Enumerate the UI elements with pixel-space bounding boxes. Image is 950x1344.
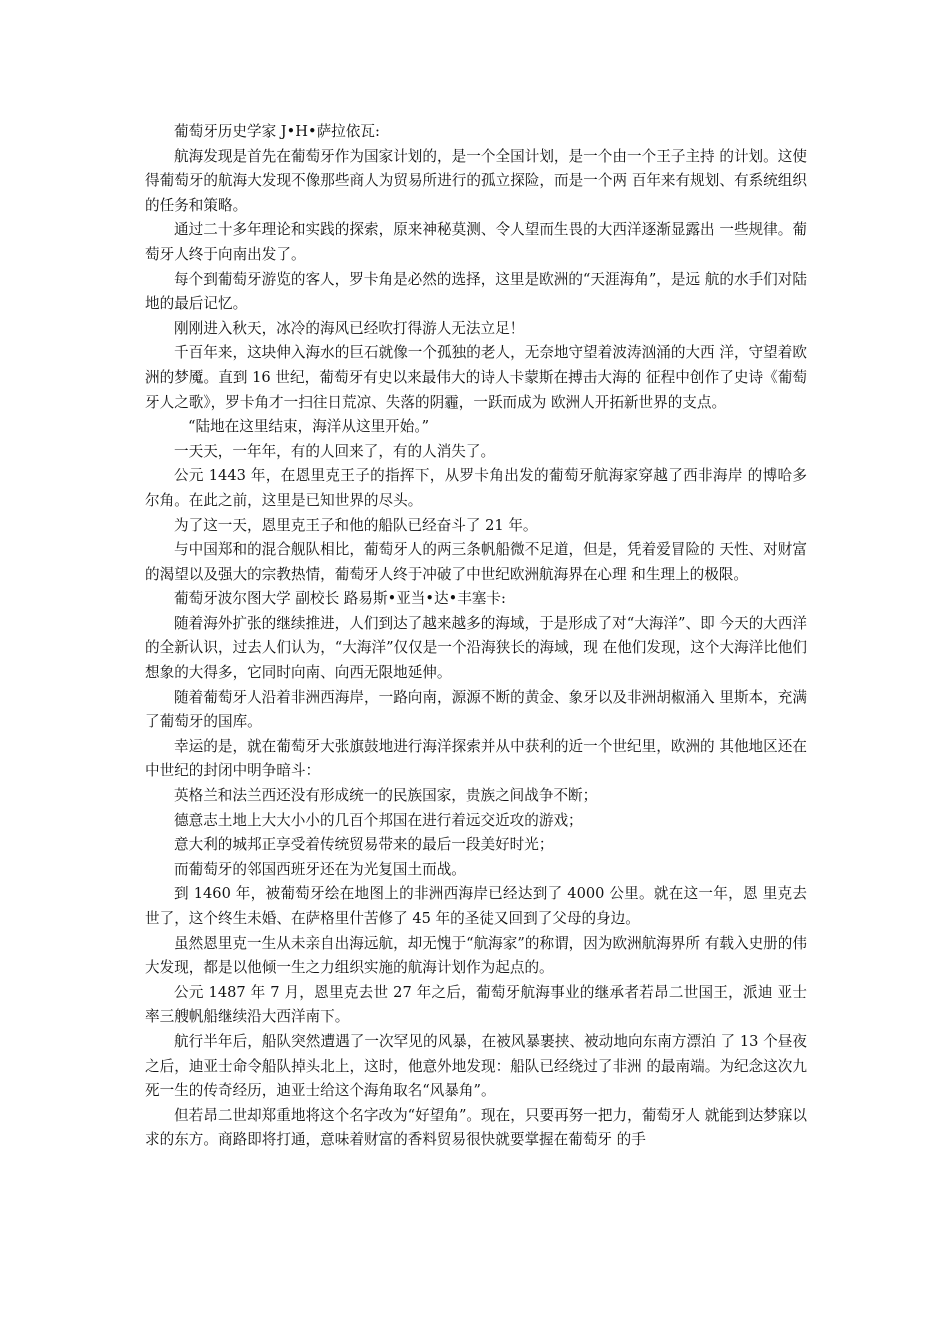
paragraph-12: 葡萄牙波尔图大学 副校长 路易斯•亚当•达•丰塞卡: (174, 590, 506, 608)
paragraph-9: 公元 1443 年，在恩里克王子的指挥下，从罗卡角出发的葡萄牙航海家穿越了西非海岸 的博哈多尔角。在此之前，这里是已知世界的尽头。 (145, 467, 807, 509)
paragraph-18: 意大利的城邦正享受着传统贸易带来的最后一段美好时光； (174, 836, 554, 854)
document-body (145, 120, 807, 1153)
paragraph-15: 幸运的是，就在葡萄牙大张旗鼓地进行海洋探索并从中获利的近一个世纪里，欧洲的 其他地区还在中世纪的封闭中明争暗斗： (145, 737, 807, 780)
paragraph-1: 葡萄牙历史学家 J•H•萨拉依瓦: (174, 123, 380, 140)
paragraph-23: 航行半年后，船队突然遭遇了一次罕见的风暴，在被风暴裹挟、被动地向东南方漂泊 了 13 个昼夜之后，迪亚士命令船队掉头北上，这时，他意外地发现：船队已经绕过了非洲 的最南端。为纪念这次九死一生的传奇经历，迪亚士给这个海角取名“风暴角”。 (145, 1032, 807, 1100)
paragraph-20: 到 1460 年，被葡萄牙绘在地图上的非洲西海岸已经达到了 4000 公里。就在这一年，恩 里克去世了，这个终生未婚、在萨格里什苦修了 45 年的圣徒又回到了父母的身边。 (145, 885, 807, 927)
paragraph-24: 但若昂二世却郑重地将这个名字改为“好望角”。现在，只要再努一把力，葡萄牙人 就能到达梦寐以求的东方。商路即将打通，意味着财富的香料贸易很快就要掌握在葡萄牙 的手 (145, 1106, 807, 1149)
paragraph-21: 虽然恩里克一生从未亲自出海远航，却无愧于“航海家”的称谓，因为欧洲航海界所 有载入史册的伟大发现，都是以他倾一生之力组织实施的航海计划作为起点的。 (145, 934, 807, 977)
paragraph-5: 刚刚进入秋天，冰冷的海风已经吹打得游人无法立足！ (174, 319, 525, 337)
quote-paragraph: “陆地在这里结束，海洋从这里开始。” (188, 418, 430, 436)
paragraph-13: 随着海外扩张的继续推进，人们到达了越来越多的海域，于是形成了对“大海洋”、即 今天的大西洋的全新认识，过去人们认为，“大海洋”仅仅是一个沿海狭长的海域，现 在他们发现，这个大海洋比他们想象的大得多，它同时向南、向西无限地延伸。 (145, 614, 807, 682)
paragraph-17: 德意志土地上大大小小的几百个邦国在进行着远交近攻的游戏； (174, 811, 583, 829)
paragraph-4: 每个到葡萄牙游览的客人，罗卡角是必然的选择，这里是欧洲的“天涯海角”，是远 航的水手们对陆地的最后记忆。 (145, 270, 807, 313)
paragraph-8: 一天天，一年年，有的人回来了，有的人消失了。 (174, 442, 496, 460)
paragraph-3: 通过二十多年理论和实践的探索，原来神秘莫测、令人望而生畏的大西洋逐渐显露出 一些规律。葡萄牙人终于向南出发了。 (145, 221, 807, 263)
paragraph-6: 千百年来，这块伸入海水的巨石就像一个孤独的老人，无奈地守望着波涛汹涌的大西 洋，守望着欧洲的梦魇。直到 16 世纪，葡萄牙有史以来最伟大的诗人卡蒙斯在搏击大海的 征程中创作了史诗《葡萄牙人之歌》，罗卡角才一扫往日荒凉、失落的阴霾，一跃而成为 欧洲人开拓新世界的支点。 (145, 344, 807, 411)
paragraph-19: 而葡萄牙的邻国西班牙还在为光复国土而战。 (174, 860, 466, 878)
paragraph-11: 与中国郑和的混合舰队相比，葡萄牙人的两三条帆船微不足道，但是，凭着爱冒险的 天性、对财富的渴望以及强大的宗教热情，葡萄牙人终于冲破了中世纪欧洲航海界在心理 和生理上的极限。 (145, 541, 807, 583)
paragraph-16: 英格兰和法兰西还没有形成统一的民族国家，贵族之间战争不断； (174, 787, 598, 805)
paragraph-22: 公元 1487 年 7 月，恩里克去世 27 年之后，葡萄牙航海事业的继承者若昂二世国王，派迪 亚士率三艘帆船继续沿大西洋南下。 (145, 983, 807, 1026)
paragraph-10: 为了这一天，恩里克王子和他的船队已经奋斗了 21 年。 (174, 516, 538, 534)
paragraph-14: 随着葡萄牙人沿着非洲西海岸，一路向南，源源不断的黄金、象牙以及非洲胡椒涌入 里斯本，充满了葡萄牙的国库。 (145, 688, 807, 731)
paragraph-2: 航海发现是首先在葡萄牙作为国家计划的，是一个全国计划，是一个由一个王子主持 的计划。这使得葡萄牙的航海大发现不像那些商人为贸易所进行的孤立探险，而是一个两 百年来有规划、有系统组织的任务和策略。 (145, 147, 807, 214)
